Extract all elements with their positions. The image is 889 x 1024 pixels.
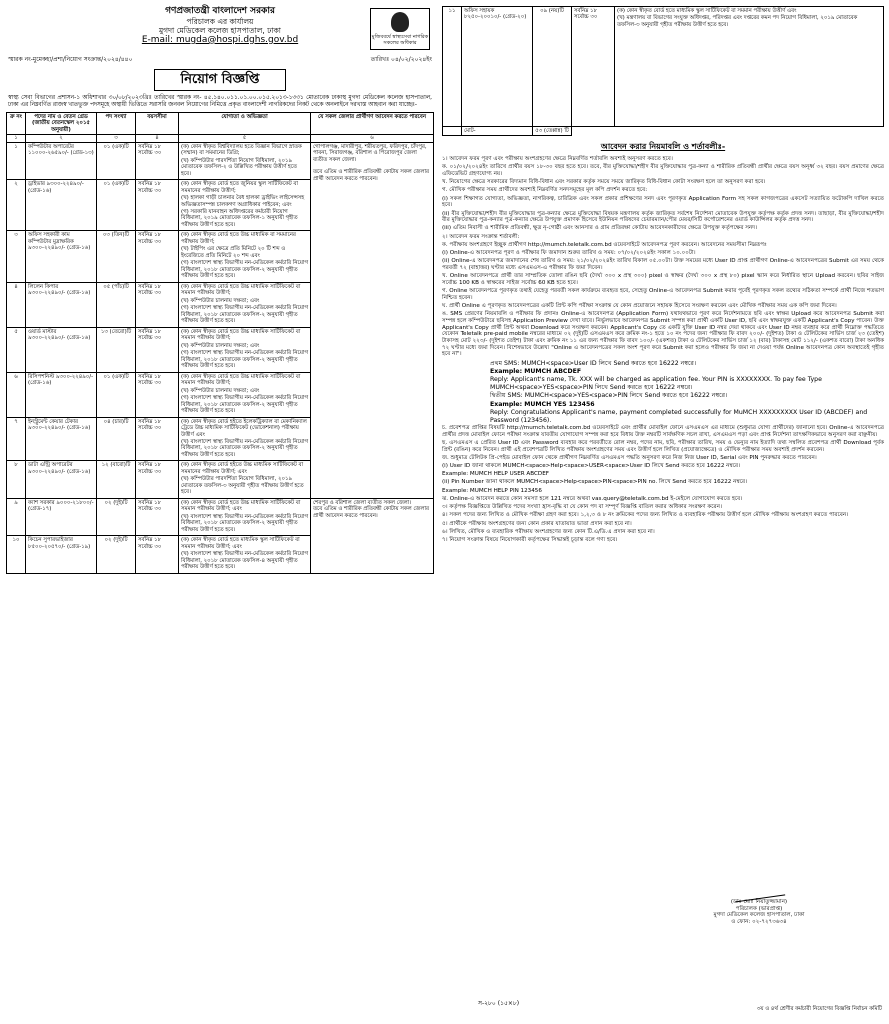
row-post: ইনস্ট্রুমেন্ট কেয়ার টেকার ৯৩০০-২২৪৯০/- (গ্রেড-১৬) (26, 417, 97, 461)
row-post: ওয়ার্ড মাস্টার ৯৩০০-২২৪৯০/- (গ্রেড-১৬) (26, 327, 97, 372)
rule-item: ক. ০১/০২/২০২৪ইং তারিখে প্রার্থীর বয়স ১৮-৩০ বছর হতে হবে। তবে, বীর মুক্তিযোদ্ধা/শহীদ বীর মুক্তিযোদ্ধার পুত্র-কন্যা ও শারীরিক প্রতিবন্ধী প্রার্থীর ক্ষেত্রে বয়স অনূর্ধ্ব ৩২ বছর। বয়স প্রমাণের ক্ষেত্রে এফিডেভিট গ্রহণযোগ্য নয়। (442, 164, 884, 177)
row-post: ডাটা এন্ট্রি অপারেটর ৯৩০০-২২৪৯০/- (গ্রেড-১৬) (26, 461, 97, 498)
row-age: সর্বনিম্ন ১৮ সর্বোচ্চ ৩০ (136, 142, 179, 179)
qualification-line: (গ) সরকারি যানবাহন অধিদপ্তরের কর্মচারী নিয়োগ বিধিমালা, ২০১৯ মোতাবেক তফসিল-১ অনুযায়ী গৃহীত পরীক্ষায় উত্তীর্ণ হতে হবে। (181, 208, 298, 228)
rule-item: চ. প্রবেশপত্র প্রাপ্তির বিষয়টি http://mumch.teletalk.com.bd ওয়েবসাইটে এবং প্রার্থীর মোবাইল ফোনে এসএমএস এর মাধ্যমে (শুধুমাত্র যোগ্য প্রার্থীদের) জানানো হবে। Online-এ আবেদনপত্রে প্রার্থীর প্রদত্ত মোবাইল ফোনে পরীক্ষা সংক্রান্ত যাবতীয় যোগাযোগ সম্পন্ন করা হবে বিধায় উক্ত নম্বরটি সার্বক্ষণিক সচল রাখা, এসএমএস পড়া এবং প্রাপ্ত নির্দেশনা তাৎক্ষণিকভাবে অনুসরণ করা বাঞ্ছনীয়। (442, 425, 884, 438)
col-number: ৪ (136, 135, 179, 142)
qualification-line: (খ) কম্পিউটার পারদর্শিতা নিয়োগ বিধিমালা, ২০১৯ মোতাবেক তফসিল-২ ও উল্লিখিত পরীক্ষায় উত্তীর্ণ হতে হবে। (181, 157, 297, 177)
table-row (443, 7, 884, 127)
row-sl: ৬ (7, 372, 26, 417)
qualification-line: (খ) কম্পিউটার পারদর্শিতা নিয়োগ বিধিমালা, ২০১৯ মোতাবেক তফসিল-৩ অনুযায়ী গৃহীত পরীক্ষায় উত্তীর্ণ হতে হবে। (181, 476, 304, 496)
row-qualification (179, 282, 311, 327)
table-header-row (7, 112, 434, 134)
col-header-qualification: যোগ্যতা ও অভিজ্ঞতা (179, 112, 311, 134)
signer-office: মুগদা মেডিকেল কলেজ হাসপাতাল, ঢাকা (713, 912, 805, 919)
row-count: ০১ (এক)টি (97, 142, 136, 179)
rule-item: ৪। সকল পদের জন্য লিখিত ও মৌখিক পরীক্ষা গ্রহণ করা হবে। ১,২,৩ ও ৮ নং ক্রমিকের পদের জন্য লিখিত ও ব্যবহারিক পরীক্ষায় উত্তীর্ণ হলে মৌখিক পরীক্ষায় অংশগ্রহণ করতে পারবেন। (442, 512, 849, 519)
qualification-line: (খ) বাংলাদেশ স্বাস্থ্য বিভাগীয় নন-মেডিকেল কর্মচারি নিয়োগ বিধিমালা, ২০১৮ মোতাবেক তফসিল-২ অনুযায়ী গৃহীত পরীক্ষায় উত্তীর্ণ হতে হবে। (181, 439, 308, 458)
letterhead (6, 6, 434, 52)
qualification-line: (ক) কোন স্বীকৃত বোর্ড হতে মাধ্যমিক স্কুল সার্টিফিকেট বা সমমান পরীক্ষায় উত্তীর্ণ; এবং (181, 537, 300, 550)
row-qualification (179, 327, 311, 372)
row-age: সর্বনিম্ন ১৮ সর্বোচ্চ ৩০ (136, 327, 179, 372)
row-qualification (179, 498, 311, 535)
row-sl: ২ (7, 180, 26, 231)
logo-caption: মুজিববর্ষে স্বাস্থ্যসেবা নাগরিক সকলের অধিকার (371, 34, 429, 46)
row-count: ০৪ (চার)টি (97, 417, 136, 461)
rule-item: গ. মৌখিক পরীক্ষার সময় প্রার্থীদের অবশ্যই নিম্নবর্ণিত সনদসমূহের মূল কপি প্রদর্শন করতে হবে: (442, 187, 648, 194)
row-qualification (615, 7, 884, 127)
intro-paragraph: স্বাস্থ্য সেবা বিভাগের প্রশাসন-১ অধিশাখার ৩০/০৮/২০২৩খ্রিঃ তারিখের স্মারক নং- ৪৫.১৪০.০১১.০১.০০.০১৫.২০১৩-১৩৩১ মোতাবেক ঢাকাস্থ মুগদা মেডিকেল কলেজ হাসপাতাল, ঢাকা এর নিম্নবর্ণিত রাজস্ব খাতভুক্ত পদসমূহে অস্থায়ী ভিত্তিতে সরাসরি জনবল নিয়োগের নিমিত্তে প্রকৃত বাংলাদেশী নাগরিকদের নিকট থেকে অনলাইনে দরখাস্ত আহবান করা যাচ্ছেঃ- (8, 94, 432, 108)
table-row (7, 142, 434, 179)
col-number: ২ (26, 135, 97, 142)
row-count: ০৫ (পাঁচ)টি (97, 282, 136, 327)
row-qualification (179, 372, 311, 417)
col-header-age: বয়সসীমা (136, 112, 179, 134)
row-qualification (179, 142, 311, 179)
rule-item: (i) সকল শিক্ষাগত যোগ্যতা, অভিজ্ঞতা, নাগরিকত্ব, চারিত্রিক এবং সকল প্রকার প্রশিক্ষণের সনদ এবং পূরণকৃত Application Form সহ সকল কাগজপত্রের একসেট সত্যায়িত ফটোকপি দাখিল করতে হবে। (442, 195, 884, 209)
row-age: সর্বনিম্ন ১৮ সর্বোচ্চ ৩০ (136, 461, 179, 498)
row-count: ০১ (এক)টি (97, 372, 136, 417)
row-count: ১২ (বারো)টি (97, 461, 136, 498)
row-sl: ১১ (443, 7, 462, 127)
rule-item: জ. শুধুমাত্র টেলিটক প্রি-পেইড মোবাইল ফোন থেকে প্রার্থীগণ নিম্নবর্ণিত এসএমএস পদ্ধতি অনুসরণ করে নিজ নিজ User ID, Serial এবং PIN পুনরুদ্ধার করতে পারবেন। (442, 454, 817, 461)
row-post: লিলেন কিপার ৯৩০০-২২৪৯০/- (গ্রেড-১৬) (26, 282, 97, 327)
col-number: ৫ (179, 135, 311, 142)
col-number: ৬ (311, 135, 434, 142)
districts-note: তবে এতিম ও শারীরিক প্রতিবন্ধী কোটায় সকল জেলার প্রার্থী আবেদন করতে পারবেন। (313, 506, 429, 519)
memo-row (8, 56, 432, 63)
rules-title: আবেদন করার নিয়মাবলি ও শর্তাবলীঃ- (600, 142, 726, 152)
col-header-count: পদ সংখ্যা (97, 112, 136, 134)
office-name: পরিচালক এর কার্যালয় (186, 16, 254, 26)
print-code: স-২৮০ (১৫×৮) (478, 1000, 520, 1007)
committee-note: ৩য় ও ৪র্থ শ্রেণীর কর্মচারী নিয়োগের বিজ্ঞপ্তি নির্বাচন কমিটি (756, 1006, 882, 1012)
qualification-line: (খ) টাইপিং এর ক্ষেত্রে প্রতি মিনিটে ২০ টি শব্দ ও ইংরেজিতে প্রতি মিনিটে ২০ শব্দ এবং (181, 246, 286, 259)
qualification-line: (খ) বাংলাদেশ স্বাস্থ্য বিভাগীয় নন-মেডিকেল কর্মচারি নিয়োগ বিধিমালা, ২০১৮ মোতাবেক তফসিল-২ অনুযায়ী গৃহীত পরীক্ষায় উত্তীর্ণ হতে হবে। (181, 513, 308, 533)
row-sl: ৩ (7, 231, 26, 282)
row-sl: ৪ (7, 282, 26, 327)
rule-item: ৫। প্রার্থীকে পরীক্ষায় অংশগ্রহণের জন্য কোন প্রকার যাতায়াত ভাতা প্রদান করা হবে না। (442, 520, 632, 527)
qualification-line: (ক) কোন স্বীকৃত বিশ্ববিদ্যালয় হতে বিজ্ঞান বিভাগে স্নাতক (সম্মান) বা সমমানের ডিগ্রি; (181, 143, 302, 157)
rule-item: খ. নিয়োগের ক্ষেত্রে সরকারের বিদ্যমান বিধি-বিধান এবং সরকার কর্তৃক সময়ে সময়ে জারিকৃত বিধি-বিধান কোটা সংরক্ষণ হলে তা অনুসরণ করা হবে। (442, 179, 766, 186)
qualification-line: (ক) কোন স্বীকৃত বোর্ড হতে উচ্চ মাধ্যমিক সার্টিফিকেট বা সমমান পরীক্ষায় উত্তীর্ণ; (181, 328, 301, 342)
row-age: সর্বনিম্ন ১৮ সর্বোচ্চ ৩০ (136, 180, 179, 231)
posts-table-continued (442, 6, 884, 136)
qualification-line: (গ) বাংলাদেশ স্বাস্থ্য বিভাগীয় নন-মেডিকেল কর্মচারি নিয়োগ বিধিমালা, ২০১৮ মোতাবেক তফসিল-২ অনুযায়ী গৃহীত পরীক্ষায় উত্তীর্ণ হতে হবে। (181, 260, 308, 280)
qualification-line: (ক) কোন স্বীকৃত বোর্ড হইতে ইলেকট্রিক্যাল বা মেকানিক্যাল ট্রেডে উচ্চ মাধ্যমিক সার্টিফিকেট (ভোকেশনাল) পরীক্ষায় উত্তীর্ণ এবং (181, 418, 307, 438)
qualification-line: (গ) বাংলাদেশ স্বাস্থ্য বিভাগীয় নন-মেডিকেল কর্মচারি নিয়োগ বিধিমালা, ২০১৮ মোতাবেক তফসিল-২ অনুযায়ী গৃহীত পরীক্ষায় উত্তীর্ণ হতে হবে। (181, 305, 308, 325)
qualification-line: (খ) বাংলাদেশ স্বাস্থ্য বিভাগীয় নন-মেডিকেল কর্মচারি নিয়োগ বিধিমালা, ২০১৮ মোতাবেক তফসিল-৪ অনুযায়ী গৃহীত পরীক্ষায় উত্তীর্ণ হতে হবে। (181, 551, 308, 571)
signer-designation: পরিচালক (ভারপ্রাপ্ত) (735, 905, 783, 912)
row-sl: ১ (7, 142, 26, 179)
col-header-sl: ক্র নং (7, 112, 26, 134)
rule-item: ৭। নিয়োগ সংক্রান্ত বিষয়ে নিয়োগকারী কর্তৃপক্ষের সিদ্ধান্তই চূড়ান্ত বলে গণ্য হবে। (442, 536, 618, 543)
rule-item: ঝ. Online-এ আবেদন করতে কোন সমস্যা হলে 121 নম্বরে অথবা vas.query@teletalk.com.bd ই-মেইলে যোগাযোগ করতে হবে। (442, 495, 743, 502)
sms-first-example: Example: MUMCH ABCDEF (490, 368, 582, 375)
total-label: মোট- (462, 127, 533, 136)
sms-second-example: Example: MUMCH YES 123456 (490, 400, 595, 408)
qualification-line: (ক) কোন স্বীকৃত বোর্ড হইতে উচ্চ মাধ্যমিক সার্টিফিকেট বা সমমানের পরীক্ষায় উত্তীর্ণ; এবং (181, 462, 304, 475)
row-post: ড্রাইভার ৯৩০০-২২৪৯০/- (গ্রেড-১৬) (26, 180, 97, 231)
qualification-line: (খ) কম্পিউটার চালনায় দক্ষতা; এবং (181, 297, 260, 304)
portrait-icon (391, 12, 409, 32)
row-post: রিসিপশনিস্ট ৯৩০০-২২৪৯০/- (গ্রেড-১৬) (26, 372, 97, 417)
qualification-line: (ক) কোন স্বীকৃত বোর্ড হতে উচ্চ মাধ্যমিক সার্টিফিকেট বা সমমান পরীক্ষায় উত্তীর্ণ; (181, 283, 301, 297)
table-row (7, 498, 434, 535)
qualification-line: (গ) বাংলাদেশ স্বাস্থ্য বিভাগীয় নন-মেডিকেল কর্মচারি নিয়োগ বিধিমালা, ২০১৮ মোতাবেক তফসিল-২ অনুযায়ী গৃহীত পরীক্ষায় উত্তীর্ণ হতে হবে। (181, 395, 308, 415)
qualification-line: (খ) মন্ত্রণালয় বা বিভাগের সংযুক্ত অধিদপ্তর, পরিদপ্তর এবং দপ্তরের কমন পদ নিয়োগ বিধিমালা, ২০১৯ মোতাবেক তফসিল-৩ অনুযায়ী গৃহীত পরীক্ষায় উত্তীর্ণ হতে হবে। (617, 15, 858, 28)
districts-list: শেরপুর ও বরিশাল জেলা ব্যতীত সকল জেলা। (313, 499, 412, 506)
qualification-line: (খ) কম্পিউটার চালনায় দক্ষতা; এবং (181, 342, 260, 349)
row-sl: ৯ (7, 498, 26, 535)
row-sl: ৮ (7, 461, 26, 498)
qualification-line: (খ) কম্পিউটার চালনায় দক্ষতা; এবং (181, 387, 260, 394)
qualification-line: (গ) বাংলাদেশ স্বাস্থ্য বিভাগীয় নন-মেডিকেল কর্মচারি নিয়োগ বিধিমালা, ২০১৮ মোতাবেক তফসিল-২ অনুযায়ী গৃহীত পরীক্ষায় উত্তীর্ণ হতে হবে। (181, 350, 308, 370)
sms-first-label: প্রথম SMS: MUMCH<space>User ID লিখে Send করতে হবে 16222 নম্বরে। (490, 359, 697, 367)
districts-list: গোপালগঞ্জ, মাদারীপুর, শরীয়তপুর, ফরিদপুর, চাঁদপুর, পাবনা, সিরাজগঞ্জ, বরিশাল ও পিরোজপুর জেলা ব্যতীত সকল জেলা। (313, 143, 427, 163)
total-value: ৫৩ (তেপ্পান্ন) টি (533, 127, 572, 136)
rule-item: গ. Online আবেদনপত্রে পূরণকৃত তথ্যই যেহেতু পরবর্তী সকল কার্যক্রমে ব্যবহৃত হবে, সেহেতু Online-এ আবেদনপত্র Submit করার পূর্বেই পূরণকৃত সকল তথ্যের সঠিকতা সম্পর্কে প্রার্থী নিজে শতভাগ নিশ্চিত হবেন। (442, 288, 884, 301)
qualification-line: (ক) কোন স্বীকৃত বোর্ড হতে উচ্চ মাধ্যমিক সার্টিফিকেট বা সমমান পরীক্ষায় উত্তীর্ণ; এবং (181, 499, 301, 513)
memo-number: স্মারক নং-মুমেকহা/প্রশা/নিয়োগ সংক্রান্ত/২০২৪/৪৪০ (8, 56, 133, 63)
rule-item: (iii) এতিম নিবাসী ও শারীরিক প্রতিবন্ধী, ক্ষুদ্র নৃ-গোষ্ঠী এবং আনসার ও গ্রাম প্রতিরক্ষা কোটায় আবেদনকারীদের ক্ষেত্রে উপযুক্ত কর্তৃপক্ষের সনদ। (442, 225, 758, 232)
row-post: ক্যাশ সরকার ৯০০০-২১৮০০/- (গ্রেড-১৭) (26, 498, 97, 535)
col-header-post: পদের নাম ও বেতন গ্রেড (জাতীয় বেতনস্কেল ২০১৫ অনুযায়ী) (26, 112, 97, 134)
rule-item: (ii) বীর মুক্তিযোদ্ধা/শহীদ বীর মুক্তিযোদ্ধার পুত্র-কন্যার ক্ষেত্রে মুক্তিযোদ্ধা বিষয়ক মন্ত্রণালয় কর্তৃক জারিকৃত সর্বশেষ নির্দেশনা মোতাবেক উপযুক্ত কর্তৃপক্ষ কর্তৃক প্রদত্ত সনদ। তাছাড়া, বীর মুক্তিযোদ্ধা/শহীদ বীর মুক্তিযোদ্ধার পুত্র-কন্যার পুত্র-কন্যার ক্ষেত্রে উপযুক্ত প্রমাণক হিসেবে ইউনিয়ন পরিষদের চেয়ারম্যান/পৌর মেয়র/সিটি কর্পোরেশনের ওয়ার্ড কাউন্সিলর কর্তৃক প্রদত্ত সনদ। (442, 210, 884, 224)
row-post: কম্পিউটার অপারেটর ১১০০০-২৬৫৯০/- (গ্রেড-১৩) (26, 142, 97, 179)
row-count: ০৯ (নয়)টি (533, 7, 572, 127)
rule-item: ক. পরীক্ষায় অংশগ্রহণে ইচ্ছুক প্রার্থীগণ http://mumch.teletalk.com.bd ওয়েবসাইটে আবেদনপত্র পূরণ করবেন। আবেদনের সময়সীমা নিম্নরূপঃ (442, 241, 767, 248)
mujib-logo (370, 8, 430, 50)
row-qualification (179, 461, 311, 498)
rule-item: ছ. এসএমএস এ প্রেরিত User ID এবং Password ব্যবহার করে পরবর্তীতে রোল নম্বর, পদের নাম, ছবি, পরীক্ষার তারিখ, সময় ও ভেন্যুর নাম ইত্যাদি তথ্য সম্বলিত প্রবেশপত্র প্রার্থী Download পূর্বক প্রিন্ট (রঙিন) করে নিবেন। প্রার্থী এই প্রবেশপত্রটি লিখিত পরীক্ষায় অংশগ্রহণের সময় এবং উত্তীর্ণ হলে লিখিত (প্রযোজ্যক্ষেত্রে) ও মৌখিক পরীক্ষার সময় অবশ্যই প্রদর্শন করবেন। (442, 439, 884, 453)
sms-second-label: দ্বিতীয় SMS: MUMCH<space>YES<space>PIN লিখে Send করতে হবে 16222 নম্বরে। (490, 392, 728, 400)
col-header-districts: যে সকল জেলার প্রার্থীগণ আবেদন করতে পারবেন (311, 112, 434, 134)
districts-group-a (311, 142, 434, 498)
row-qualification (179, 417, 311, 461)
row-sl: ৫ (7, 327, 26, 372)
gov-name: গণপ্রজাতন্ত্রী বাংলাদেশ সরকার (165, 6, 275, 16)
posts-table-body (7, 142, 434, 573)
hospital-name: মুগদা মেডিকেল কলেজ হাসপাতাল, ঢাকা (159, 25, 281, 35)
rule-item: খ. Online আবেদনপত্রে প্রার্থী তার সাম্প্রতিক তোলা রঙিন ছবি (দৈর্ঘ্য ৩০০ x প্রস্থ ৩০০) pixel ও স্বাক্ষর (দৈর্ঘ্য ৩০০ x প্রস্থ ৮০) pixel স্ক্যান করে নির্ধারিত স্থানে Upload করবেন। ছবির সাইজ সর্বোচ্চ 100 KB ও স্বাক্ষরের সাইজ সর্বোচ্চ 60 KB হতে হবে। (442, 273, 884, 286)
rules-more-list (442, 425, 884, 544)
row-qualification (179, 180, 311, 231)
col-number: ৩ (97, 135, 136, 142)
rule-item: ১। আবেদন ফরম পূরণ এবং পরীক্ষায় অংশগ্রহণের ক্ষেত্রে নিম্নবর্ণিত শর্তাবলি অবশ্যই অনুসরণ করতে হবে। (442, 156, 673, 163)
col-number: ১ (7, 135, 26, 142)
signer-phone: ও ফোন: ০২-৭২৭৩৬৩৪ (731, 919, 787, 926)
row-qualification (179, 231, 311, 282)
row-age: সর্বনিম্ন ১৮ সর্বোচ্চ ৩০ (136, 536, 179, 573)
row-post: অফিস সহকারী কাম কম্পিউটার মুদ্রাক্ষরিক ৯৩০০-২২৪৯০/- (গ্রেড-১৬) (26, 231, 97, 282)
rule-item: (ii) Pin Number জানা থাকলে MUMCH<space>Help<space>PIN<space>PIN no. লিখে Send করতে হবে 16222 নম্বরে। (442, 479, 748, 486)
row-age: সর্বনিম্ন ১৮ সর্বোচ্চ ৩০ (572, 7, 615, 127)
sms-block (442, 360, 884, 425)
rule-item: Example: MUMCH HELP PIN 123456 (442, 487, 542, 494)
rules-list (442, 156, 884, 358)
signature-block (674, 878, 844, 926)
row-sl: ৭ (7, 417, 26, 461)
left-column (6, 6, 434, 1018)
row-age: সর্বনিম্ন ১৮ সর্বোচ্চ ৩০ (136, 417, 179, 461)
rule-item: ৩। কর্তৃপক্ষ বিজ্ঞপ্তিতে উল্লিখিত পদের সংখ্যা হ্রাস-বৃদ্ধি বা যে কোন পদ বা সম্পূর্ণ বিজ্ঞপ্তি বাতিল করার অধিকার সংরক্ষণ করেন। (442, 504, 722, 511)
sms-first-reply: Reply: Applicant's name, Tk. XXX will be charged as application fee. Your PIN is XXXXXXXX. To pay fee Type MUMCH<space>YES<space>PIN লিখে Send করতে হবে 16222 নম্বরে। (490, 376, 822, 391)
qualification-line: (ক) কোন স্বীকৃত বোর্ড হতে জুনিয়র স্কুল সার্টিফিকেট বা সমমানের পরীক্ষায় উত্তীর্ণ; (181, 181, 298, 194)
right-column (442, 6, 884, 1018)
qualification-line: (ক) কোন স্বীকৃত বোর্ড হতে উচ্চ মাধ্যমিক সার্টিফিকেট বা সমমান পরীক্ষায় উত্তীর্ণ; (181, 373, 301, 387)
row-count: ১৩ (তেরো)টি (97, 327, 136, 372)
row-count: ০২ (দুই)টি (97, 498, 136, 535)
office-email: E-mail: mugda@hospi.dghs.gov.bd (141, 34, 299, 45)
row-qualification (179, 536, 311, 573)
row-post: কিচেন সুপারভাইজার ৮৫০০-২০৫৭০/- (গ্রেড-১৯) (26, 536, 97, 573)
rule-item: ২। আবেদন ফরম সংক্রান্ত শর্তাবলী: (442, 233, 520, 240)
row-count: ০৩ (তিন)টি (97, 231, 136, 282)
districts-note: তবে এতিম ও শারীরিক প্রতিবন্ধী কোটায় সকল জেলার প্রার্থী আবেদন করতে পারবেন। (313, 169, 429, 182)
col-number-row (7, 135, 434, 142)
rule-item: ৬। লিখিত, মৌখিক ও ব্যবহারিক পরীক্ষায় অংশগ্রহণের জন্য কোন টি.এ/ডি.এ প্রদান করা হবে না। (442, 528, 655, 535)
row-age: সর্বনিম্ন ১৮ সর্বোচ্চ ৩০ (136, 498, 179, 535)
qualification-line: (ক) কোন স্বীকৃত বোর্ড হতে উচ্চ মাধ্যমিক বা সমমানের পরীক্ষায় উত্তীর্ণ; (181, 232, 296, 245)
qualification-line: (ক) কোন স্বীকৃত বোর্ড হতে মাধ্যমিক স্কুল সার্টিফিকেট বা সমমান পরীক্ষায় উত্তীর্ণ এবং (617, 8, 797, 14)
row-post: অফিস সহায়ক ৮২৫০-২০০১০/- (গ্রেড-২০) (462, 7, 533, 127)
posts-table (6, 112, 434, 574)
sms-second-reply: Reply: Congratulations Applicant's name, payment completed successfully for MuMCH XXXXXXXXX User ID (ABCDEF) and Password (123456). (490, 409, 868, 424)
row-sl: ১০ (7, 536, 26, 573)
rule-item: (ii) Online-এ আবেদনপত্র জমাদানের শেষ তারিখ ও সময়: ২১/০২/২০২৪ইং তারিখ বিকাল ০৫.০০টা। উক্ত সময়ের মধ্যে User ID প্রাপ্ত প্রার্থীগণ Online-এ আবেদনপত্রের Submit এর সময় থেকে পরবর্তী ৭২ (বাহাত্তর) ঘণ্টার মধ্যে এসএমএস-এ পরীক্ষার ফি জমা দিবেন। (442, 258, 884, 271)
notice-title: নিয়োগ বিজ্ঞপ্তি (154, 69, 286, 91)
rule-item: ঘ. প্রার্থী Online এ পূরণকৃত আবেদনপত্রের একটি প্রিন্ট কপি পরীক্ষা সংক্রান্ত যে কোন প্রয়োজনে সহায়ক হিসেবে সংরক্ষণ করবেন এবং মৌখিক পরীক্ষার সময় এক কপি জমা দিবেন। (442, 302, 837, 309)
row-age: সর্বনিম্ন ১৮ সর্বোচ্চ ৩০ (136, 282, 179, 327)
row-count: ০২ (দুই)টি (97, 536, 136, 573)
row-age: সর্বনিম্ন ১৮ সর্বোচ্চ ৩০ (136, 231, 179, 282)
memo-date: তারিখঃ ০৪/০২/২০২৪ইং (370, 56, 432, 63)
districts-group-b (311, 498, 434, 573)
row-age: সর্বনিম্ন ১৮ সর্বোচ্চ ৩০ (136, 372, 179, 417)
rule-item: Example: MUMCH HELP USER ABCDEF (442, 471, 549, 478)
signer-name: (ডাঃ মোঃ নিয়াতুজ্জামান) (730, 899, 788, 905)
row-count: ০১ (এক)টি (97, 180, 136, 231)
total-row (443, 127, 884, 136)
rule-item: (i) User ID জানা থাকলে MUMCH<space>Help<space>USER<space>User ID লিখে Send করতে হবে 16222 নম্বরে। (442, 463, 741, 470)
rule-item: (i) Online-এ আবেদনপত্র পূরণ ও পরীক্ষার ফি জমাদান শুরুর তারিখ ও সময়: ০৭/০২/২০২৪ইং সকাল ১০.০০টা। (442, 250, 696, 257)
rule-item: ঙ. SMS প্রেরণের নিয়মাবলি ও পরীক্ষার ফি প্রদানঃ Online-এ আবেদনপত্র (Application Form) যথাযথভাবে পূরণ করে নির্দেশনামতে ছবি এবং স্বাক্ষর Upload করে আবেদনপত্র Submit করা সম্পন্ন হলে কম্পিউটারে ছবিসহ Application Preview দেখা যাবে। নির্ভুলভাবে আবেদনপত্র Submit সম্পন্ন করা প্রার্থী একটি User ID, ছবি এবং স্বাক্ষরযুক্ত একটি Applicant's Copy পাবেন। উক্ত Applicant's Copy প্রার্থী প্রিন্ট অথবা Download করে সংরক্ষণ করবেন। Applicant's Copy তে একটি যুক্তি User ID নম্বর দেয়া থাকবে এবং User ID নম্বর ব্যবহার করে প্রার্থী নিম্নোক্ত পদ্ধতিতে যেকোন Teletalk pre-paid mobile নম্বরের মাধ্যমে ০২ (দুই)টি এসএমএস করে ক্রমিক নং-১ হতে ১০ নং পদের জন্য পরীক্ষার ফি বাবদ ২০০/- (দুইশত) টাকা ও টেলিটকের সার্ভিস চার্জ ২৩ (তেইশ) টাকাসহ মোট ২২৩/- (দুইশত তেইশ) টাকা এবং ক্রমিক নং ১১ এর জন্য পরীক্ষার ফি বাবদ ১০০/- (একশত) টাকা ও টেলিটকের সার্ভিস চার্জ ১২ (বার) টাকাসহ মোট ১১২/- (একশত বারো) টাকা অনধিক ৭২ ঘণ্টার মধ্যে জমা দিবেন। বিশেষভাবে উল্লেখ্য "Online এ আবেদনপত্রের সকল অংশ পূরণ করে Submit করা হলেও পরীক্ষার ফি জমা না দেওয়া পর্যন্ত Online আবেদনপত্র কোন অবস্থাতেই গৃহীত হবে না"। (442, 311, 884, 358)
qualification-line: (খ) হালকা গাড়ী চালনার বৈধ হালকা ড্রাইভিং লাইসেন্সসহ অভিজ্ঞতাসম্পন্ন চালকগণ অগ্রাধিকার পাইবেন; এবং (181, 195, 305, 208)
